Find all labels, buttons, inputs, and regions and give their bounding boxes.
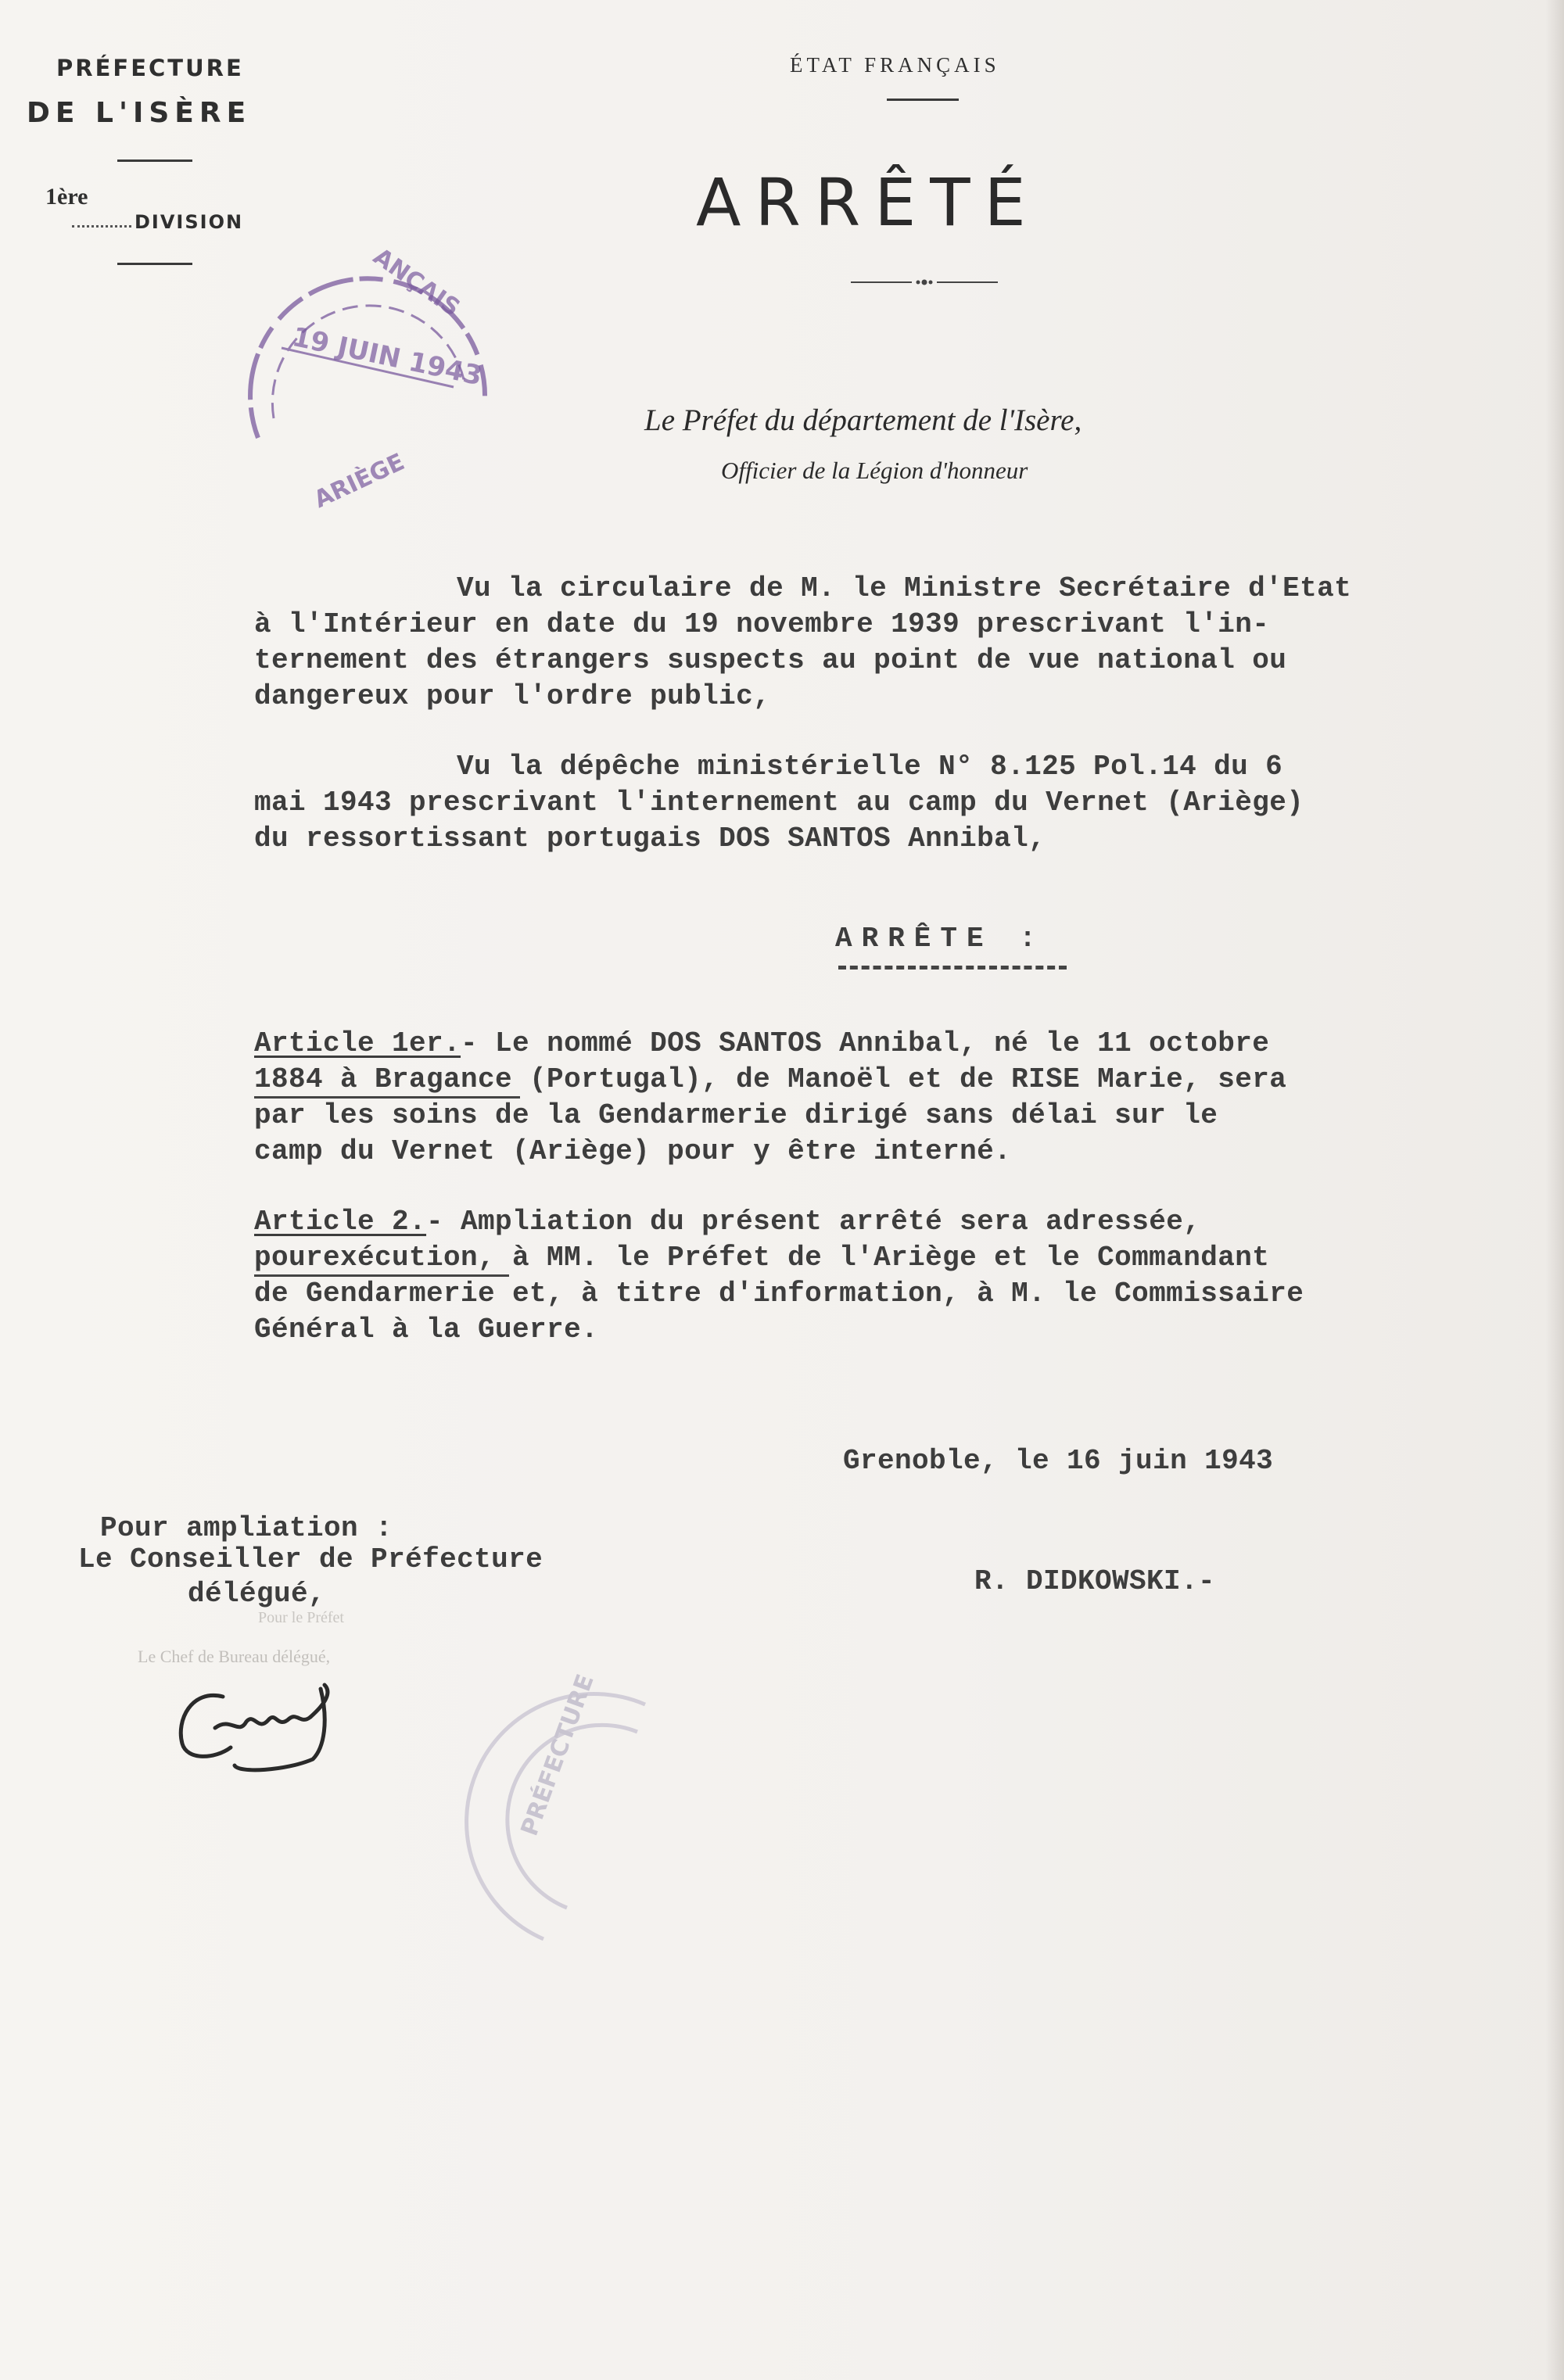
considerant-1-line-3: ternement des étrangers suspects au point de vue national ou bbox=[254, 644, 1287, 676]
place-and-date: Grenoble, le 16 juin 1943 bbox=[843, 1445, 1274, 1477]
signatory-name: R. DIDKOWSKI.- bbox=[974, 1565, 1216, 1597]
header-left-rule-2 bbox=[117, 263, 192, 265]
division-dotted-line bbox=[72, 225, 131, 228]
faded-note-1: Pour le Préfet bbox=[258, 1609, 344, 1626]
considerant-2-line-2: mai 1943 prescrivant l'internement au camp du Vernet (Ariège) bbox=[254, 787, 1304, 819]
handwritten-signature bbox=[168, 1673, 371, 1783]
considerant-1-line-2: à l'Intérieur en date du 19 novembre 1939 prescrivant l'in- bbox=[254, 608, 1270, 640]
article-2-line-1: Article 2.- Ampliation du présent arrêté sera adressée, bbox=[254, 1206, 1201, 1238]
issuer-title: Officier de la Légion d'honneur bbox=[721, 457, 1028, 484]
page-edge-shadow bbox=[1545, 0, 1564, 2380]
division-number: 1ère bbox=[45, 184, 88, 210]
article-1-line-3: par les soins de la Gendarmerie dirigé sans délai sur le bbox=[254, 1099, 1218, 1131]
considerant-2-line-3: du ressortissant portugais DOS SANTOS Annibal, bbox=[254, 823, 1046, 855]
state-heading: ÉTAT FRANÇAIS bbox=[790, 53, 1000, 77]
considerant-1-line-1: Vu la circulaire de M. le Ministre Secrétaire d'Etat bbox=[457, 572, 1352, 604]
issuer-line: Le Préfet du département de l'Isère, bbox=[644, 403, 1082, 437]
article-1-line-1: Article 1er.- Le nommé DOS SANTOS Annibal, né le 11 octobre bbox=[254, 1027, 1270, 1059]
decision-heading-underline bbox=[838, 966, 1067, 970]
header-left-rule-1 bbox=[117, 160, 192, 162]
state-underline bbox=[887, 99, 959, 101]
svg-text:ANÇAIS: ANÇAIS bbox=[368, 242, 465, 322]
prefecture-line-2: DE L'ISÈRE bbox=[27, 97, 252, 129]
document-title: ARRÊTÉ bbox=[696, 164, 1040, 241]
considerant-1-line-4: dangereux pour l'ordre public, bbox=[254, 680, 771, 712]
faded-stamp-text: PRÉFECTURE bbox=[515, 1670, 600, 1840]
article-2-label: Article 2. bbox=[254, 1206, 427, 1238]
division-label: DIVISION bbox=[135, 211, 244, 233]
article-2-line-4: Général à la Guerre. bbox=[254, 1314, 599, 1346]
svg-text:ARIÈGE: ARIÈGE bbox=[310, 448, 409, 514]
ampliation-line-2: Le Conseiller de Préfecture bbox=[78, 1543, 543, 1575]
article-1-line-4: camp du Vernet (Ariège) pour y être interné. bbox=[254, 1135, 1012, 1167]
article-2-line-2: pourexécution, à MM. le Préfet de l'Ariège et le Commandant bbox=[254, 1242, 1270, 1274]
stamp-date: 19 JUIN 1943 bbox=[289, 321, 485, 392]
title-ornament bbox=[851, 278, 998, 287]
faded-note-2: Le Chef de Bureau délégué, bbox=[138, 1647, 331, 1666]
article-2-line-3: de Gendarmerie et, à titre d'information, à M. le Commissaire bbox=[254, 1278, 1304, 1310]
considerant-2-line-1: Vu la dépêche ministérielle N° 8.125 Pol.14 du 6 bbox=[457, 751, 1283, 783]
ampliation-line-1: Pour ampliation : bbox=[100, 1512, 393, 1544]
decision-heading: ARRÊTE : bbox=[835, 923, 1046, 955]
faded-prefecture-stamp bbox=[450, 1658, 653, 1955]
article-1-line-2: 1884 à Bragance (Portugal), de Manoël et de RISE Marie, sera bbox=[254, 1063, 1287, 1095]
prefecture-line-1: PRÉFECTURE bbox=[56, 55, 244, 81]
ampliation-line-3: délégué, bbox=[188, 1578, 326, 1610]
received-date-stamp bbox=[188, 180, 532, 524]
article-1-label: Article 1er. bbox=[254, 1027, 461, 1059]
